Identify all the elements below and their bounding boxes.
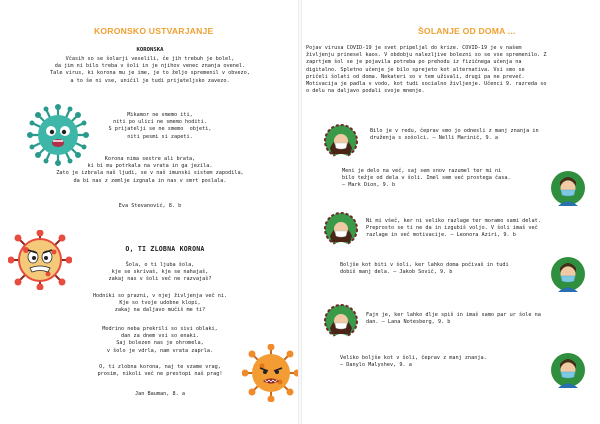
poem2-stanza2: Hodniki so prazni, v njej življenja več ni. Kje so tvoje udobne klopi, zakaj na daljavo mučiš me ti? <box>92 293 228 314</box>
section-title-left: KORONSKO USTVARJANJE <box>94 26 214 36</box>
boy-avatar-icon-3 <box>550 352 586 388</box>
poem2-stanza1: Šola, o ti ljuba šola, kje se skrivaš, kje se nahajaš, zakaj nas v šoli več ne razvajaš? <box>108 262 212 283</box>
quote-3: Ni mi všeč, ker ni veliko razlage ter moramo sami delat. Preprosto se ti ne da in izgubiš voljo. V šoli imaš več razlage in več motivacije. – Leonora Aziri, 9. b <box>366 218 541 239</box>
poem1-title: KORONSKA <box>136 47 164 53</box>
poem2-title: O, TI ZLOBNA KORONA <box>125 245 205 253</box>
orange-virus-icon <box>242 344 300 402</box>
poem2-stanza3: Modrino neba prekrili so sivi oblaki, dan za dnem vsi so enaki. Saj bolezen nas je ohromela, v šolo je vdrla, nam vrata zaprla. <box>102 326 218 354</box>
girl-avatar-icon-2 <box>324 212 358 246</box>
girl-avatar-icon-3 <box>324 304 358 338</box>
quote-5: Fajn je, ker lahko dlje spiš in imaš samo par ur šole na dan. – Lana Notesberg, 9. b <box>366 312 541 326</box>
quote-6: Veliko boljše kot v šoli, čeprav z manj znanja. – Danylo Malyshev, 9. a <box>340 355 487 369</box>
poem1-stanza3: Korona nima sestre ali brata, ki bi mu potrkala na vrata in ga jezila. Zato je izbrala naš ljudi, se v naš imunski sistem zapodila, da bi nas z zemlje izgnala in nas v smrt poslala. <box>56 156 244 184</box>
quote-2: Meni je delo na več, saj sem snov razumel ter mi ni bilo težje od dela v šoli. Imel sem več prostega časa. – Mark Dion, 9. b <box>342 168 511 189</box>
boy-avatar-icon <box>550 170 586 206</box>
poem1-author: Eva Stevanović, 8. b <box>118 203 182 209</box>
intro-paragraph: Pojav virusa COVID-19 je svet pripeljal do krize. COVID-19 je v našem življenju prinesel kaos. V obdobju nalezljive bolezni so se vse spremenilo. Z zaprtjem šol se je pojavila potreba po prehodu iz fizičnega učenja na digitalno. Spletno učenje je bilo sprejeto kot alternativa. Vsi smo se pričeli šolati od doma. Nekateri so v tem uživali, drugi pa ne preveč. Motivacija je padla v vodo, kot tudi socialno življenje. Učenci 9. razreda so o delu na daljavo podali svoje mnenje. <box>306 45 547 95</box>
quote-1: Bilo je v redu, čeprav smo jo odnesli z manj znanja in druženja s sošolci. – Nelli Marinič, 9. a <box>370 128 539 142</box>
poem1-stanza2: Mikamor ne smemo iti, niti po ulici ne smemo hoditi. S prijatelji se ne smemo objeti, niti pesmi si zapeti. <box>108 112 212 140</box>
poem2-stanza4: O, ti zlobna korona, naj te vzame vrag, prosim, nikoli več ne prestopi naš prag! <box>97 364 223 378</box>
poem2-author: Jan Bauman, 8. a <box>135 391 185 397</box>
boy-avatar-icon-2 <box>550 256 586 292</box>
right-page <box>300 0 600 424</box>
quote-4: Boljše kot biti v šoli, ker lahko doma počivaš in tudi dobiš manj dela. – Jakob Sovič, 9. b <box>340 262 509 276</box>
poem1-stanza1: Včasih so se šolarji veselili, če jih trebuh je bolel, da jim ni bilo treba v šoli in je njihov venec znanja ovenel. Tale virus, ki korona mu je ime, je to željo spremenil v obvezo, a to še ni vse, uničil je tudi prijateljsko zavezo. <box>50 56 250 84</box>
girl-avatar-icon <box>324 124 358 158</box>
section-title-right: ŠOLANJE OD DOMA ... <box>418 26 516 36</box>
